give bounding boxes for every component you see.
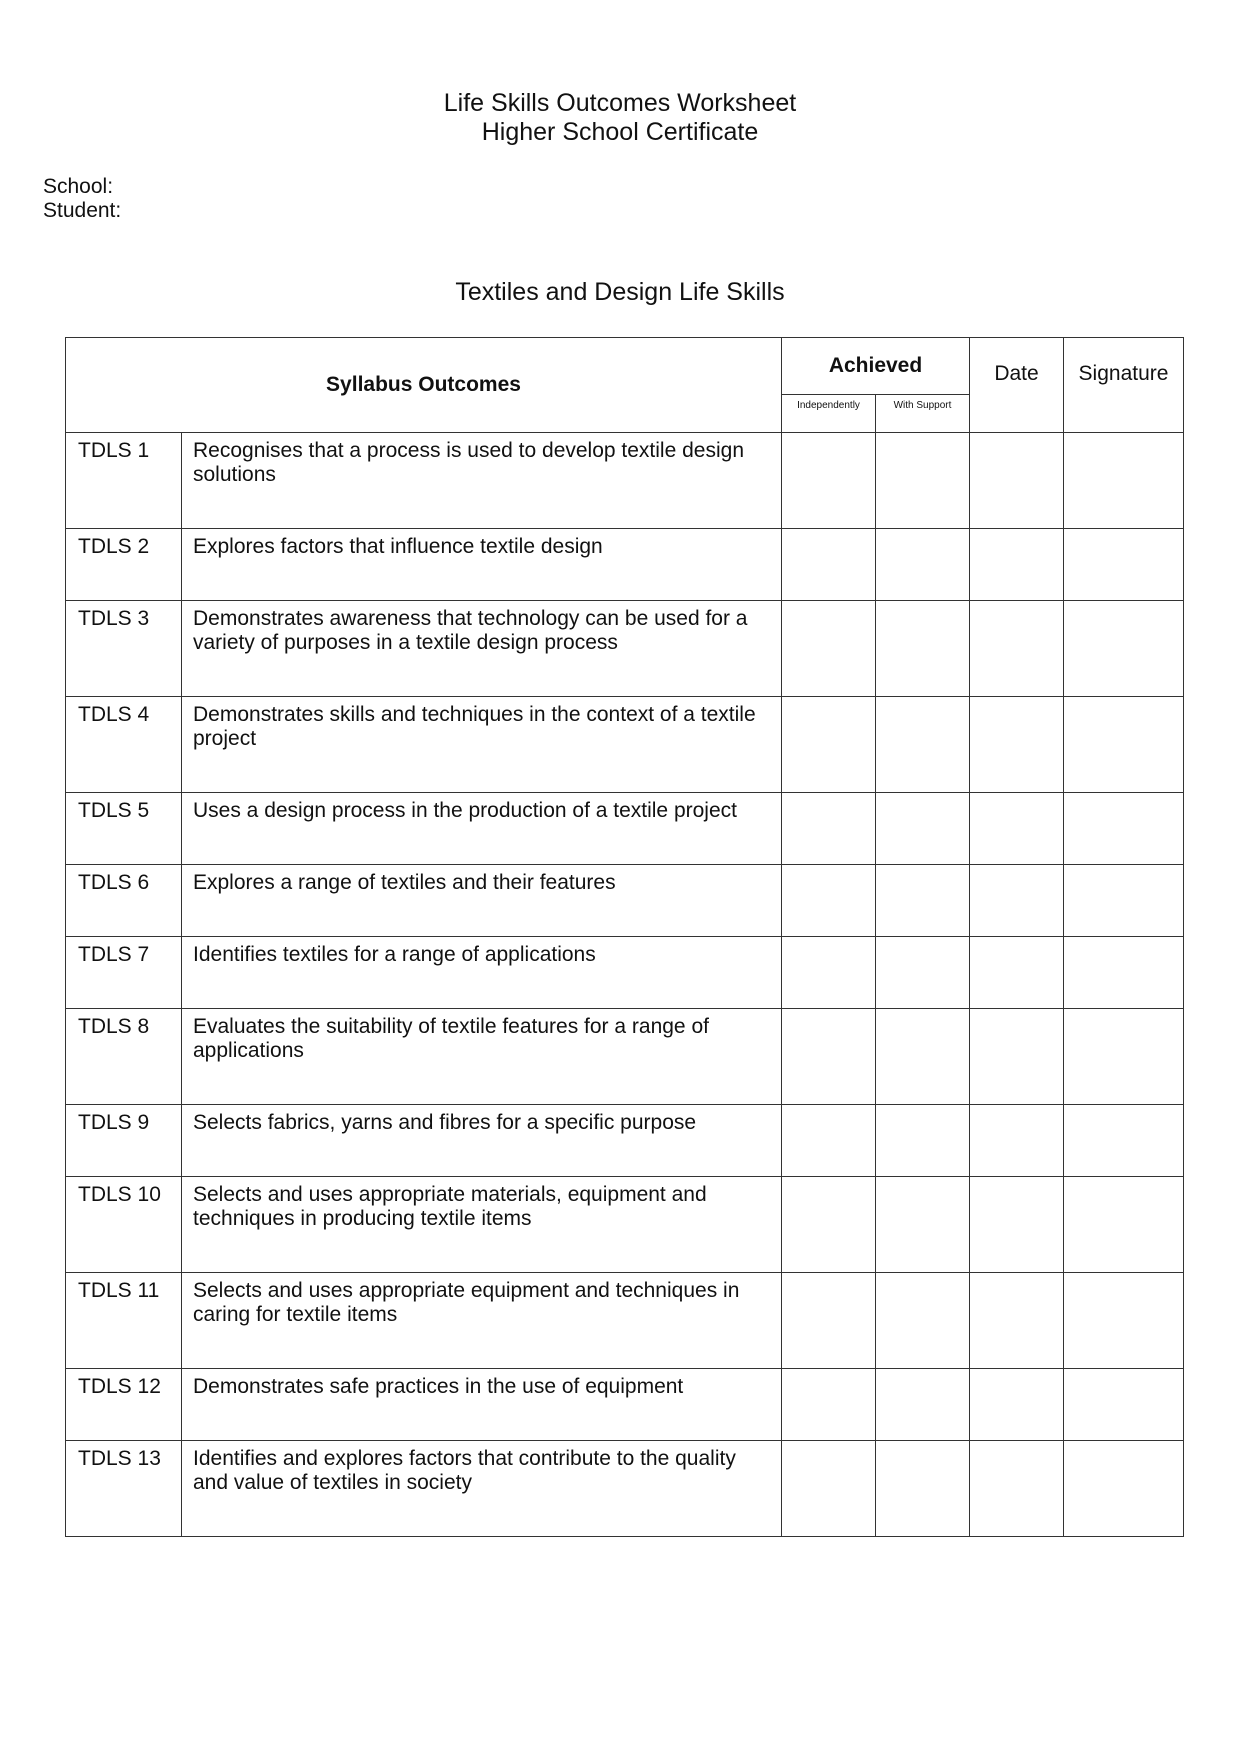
- table-row: [66, 697, 1184, 793]
- with-support-cell[interactable]: [876, 529, 970, 601]
- outcome-description: Selects and uses appropriate equipment and techniques in caring for textile items: [182, 1273, 782, 1369]
- independently-cell[interactable]: [782, 1009, 876, 1105]
- with-support-cell[interactable]: [876, 433, 970, 529]
- table-row: [66, 433, 1184, 529]
- outcome-code: TDLS 3: [66, 601, 182, 697]
- signature-cell[interactable]: [1064, 793, 1184, 865]
- outcome-code: TDLS 11: [66, 1273, 182, 1369]
- school-label: School:: [43, 175, 114, 198]
- with-support-cell[interactable]: [876, 601, 970, 697]
- outcome-code: TDLS 2: [66, 529, 182, 601]
- header-independently: Independently: [797, 400, 860, 411]
- with-support-cell[interactable]: [876, 1177, 970, 1273]
- page-title: Life Skills Outcomes Worksheet: [443, 89, 797, 117]
- outcome-code: TDLS 4: [66, 697, 182, 793]
- table-row: [66, 1441, 1184, 1537]
- independently-cell[interactable]: [782, 1105, 876, 1177]
- date-cell[interactable]: [970, 1105, 1064, 1177]
- outcome-description: Demonstrates awareness that technology can be used for a variety of purposes in a textile design process: [182, 601, 782, 697]
- signature-cell[interactable]: [1064, 1441, 1184, 1537]
- section-title: Textiles and Design Life Skills: [455, 278, 785, 306]
- table-row: [66, 1273, 1184, 1369]
- header-achieved-label: Achieved: [782, 338, 969, 395]
- signature-cell[interactable]: [1064, 1105, 1184, 1177]
- outcome-code: TDLS 10: [66, 1177, 182, 1273]
- header-syllabus-outcomes: Syllabus Outcomes: [66, 338, 782, 433]
- with-support-cell[interactable]: [876, 793, 970, 865]
- date-cell[interactable]: [970, 1177, 1064, 1273]
- outcome-code: TDLS 8: [66, 1009, 182, 1105]
- date-cell[interactable]: [970, 793, 1064, 865]
- student-label: Student:: [43, 199, 122, 222]
- independently-cell[interactable]: [782, 1441, 876, 1537]
- independently-cell[interactable]: [782, 1177, 876, 1273]
- with-support-cell[interactable]: [876, 1105, 970, 1177]
- outcome-description: Evaluates the suitability of textile features for a range of applications: [182, 1009, 782, 1105]
- outcome-description: Selects fabrics, yarns and fibres for a specific purpose: [182, 1105, 782, 1177]
- table-row: [66, 1009, 1184, 1105]
- outcome-code: TDLS 1: [66, 433, 182, 529]
- table-row: [66, 1105, 1184, 1177]
- with-support-cell[interactable]: [876, 1369, 970, 1441]
- independently-cell[interactable]: [782, 1273, 876, 1369]
- outcome-description: Recognises that a process is used to develop textile design solutions: [182, 433, 782, 529]
- date-cell[interactable]: [970, 1441, 1064, 1537]
- with-support-cell[interactable]: [876, 1009, 970, 1105]
- table-row: [66, 1177, 1184, 1273]
- outcome-code: TDLS 7: [66, 937, 182, 1009]
- signature-cell[interactable]: [1064, 1369, 1184, 1441]
- outcome-description: Demonstrates safe practices in the use of equipment: [182, 1369, 782, 1441]
- date-cell[interactable]: [970, 937, 1064, 1009]
- outcome-description: Explores a range of textiles and their features: [182, 865, 782, 937]
- outcome-code: TDLS 9: [66, 1105, 182, 1177]
- header-signature: Signature: [1064, 338, 1184, 433]
- outcome-code: TDLS 5: [66, 793, 182, 865]
- table-row: [66, 1369, 1184, 1441]
- with-support-cell[interactable]: [876, 1273, 970, 1369]
- independently-cell[interactable]: [782, 529, 876, 601]
- independently-cell[interactable]: [782, 865, 876, 937]
- outcome-description: Identifies textiles for a range of applications: [182, 937, 782, 1009]
- header-with-support: With Support: [875, 395, 969, 432]
- outcome-description: Explores factors that influence textile design: [182, 529, 782, 601]
- date-cell[interactable]: [970, 697, 1064, 793]
- table-row: [66, 865, 1184, 937]
- signature-cell[interactable]: [1064, 1009, 1184, 1105]
- with-support-cell[interactable]: [876, 937, 970, 1009]
- independently-cell[interactable]: [782, 697, 876, 793]
- outcome-description: Demonstrates skills and techniques in the context of a textile project: [182, 697, 782, 793]
- outcome-code: TDLS 12: [66, 1369, 182, 1441]
- date-cell[interactable]: [970, 1009, 1064, 1105]
- header-date: Date: [970, 338, 1064, 433]
- table-row: [66, 793, 1184, 865]
- independently-cell[interactable]: [782, 601, 876, 697]
- independently-cell[interactable]: [782, 433, 876, 529]
- signature-cell[interactable]: [1064, 865, 1184, 937]
- page-subtitle: Higher School Certificate: [481, 118, 759, 146]
- signature-cell[interactable]: [1064, 697, 1184, 793]
- independently-cell[interactable]: [782, 937, 876, 1009]
- date-cell[interactable]: [970, 1273, 1064, 1369]
- with-support-cell[interactable]: [876, 865, 970, 937]
- signature-cell[interactable]: [1064, 433, 1184, 529]
- with-support-cell[interactable]: [876, 1441, 970, 1537]
- signature-cell[interactable]: [1064, 1177, 1184, 1273]
- date-cell[interactable]: [970, 433, 1064, 529]
- date-cell[interactable]: [970, 601, 1064, 697]
- independently-cell[interactable]: [782, 793, 876, 865]
- outcome-code: TDLS 13: [66, 1441, 182, 1537]
- outcome-code: TDLS 6: [66, 865, 182, 937]
- date-cell[interactable]: [970, 1369, 1064, 1441]
- with-support-cell[interactable]: [876, 697, 970, 793]
- signature-cell[interactable]: [1064, 529, 1184, 601]
- table-row: [66, 601, 1184, 697]
- signature-cell[interactable]: [1064, 1273, 1184, 1369]
- table-row: [66, 529, 1184, 601]
- signature-cell[interactable]: [1064, 601, 1184, 697]
- signature-cell[interactable]: [1064, 937, 1184, 1009]
- date-cell[interactable]: [970, 865, 1064, 937]
- outcome-description: Selects and uses appropriate materials, equipment and techniques in producing textile items: [182, 1177, 782, 1273]
- outcome-description: Uses a design process in the production of a textile project: [182, 793, 782, 865]
- outcome-description: Identifies and explores factors that contribute to the quality and value of textiles in society: [182, 1441, 782, 1537]
- outcomes-table: [65, 337, 1184, 1537]
- table-row: [66, 937, 1184, 1009]
- date-cell[interactable]: [970, 529, 1064, 601]
- header-achieved: [782, 338, 970, 433]
- independently-cell[interactable]: [782, 1369, 876, 1441]
